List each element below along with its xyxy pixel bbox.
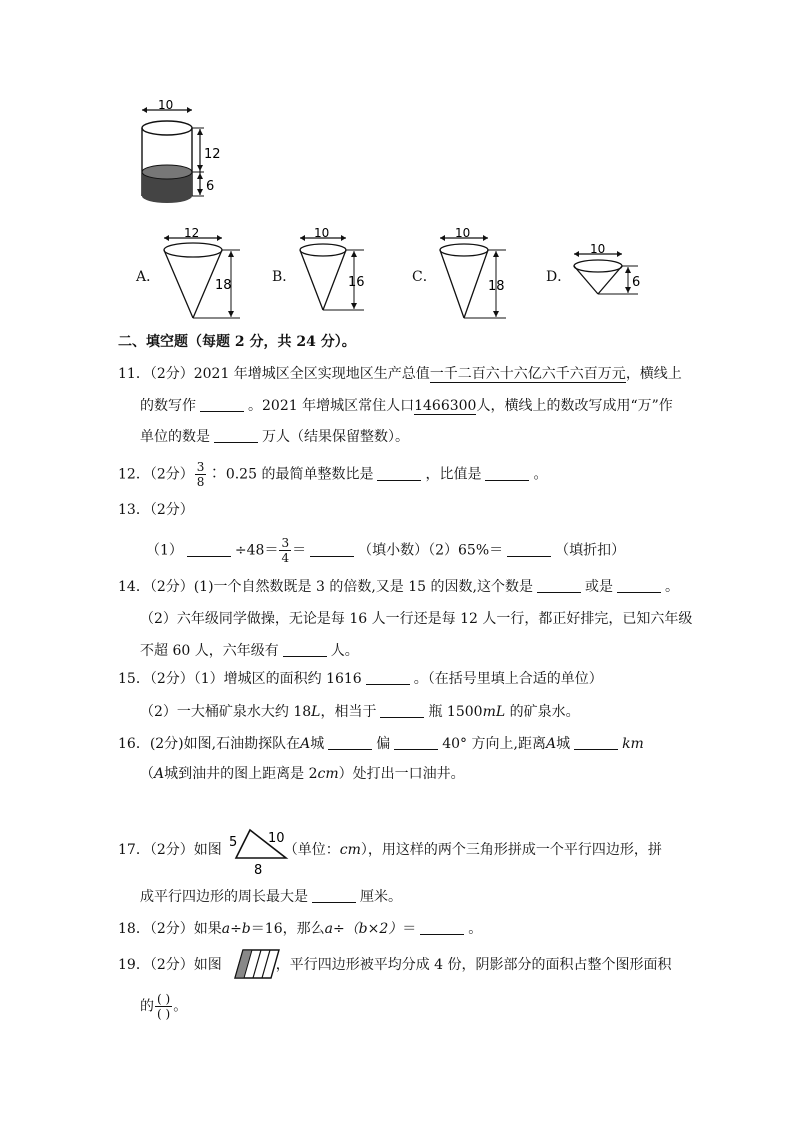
q16-line1: 16．(2分)如图,石油勘探队在A城 偏 40° 方向上,距离A城 km [118, 736, 644, 752]
option-b-height: 16 [348, 275, 365, 290]
q17-line2: 成平行四边形的周长最大是 厘米。 [140, 889, 402, 905]
q19-fraction[interactable]: $\frac{( )}{( )}$ [157, 992, 171, 1021]
q13-fraction: $\frac{3}{4}$ [281, 536, 290, 565]
option-a-top: 12 [184, 226, 200, 240]
q15-blank-2[interactable] [380, 703, 424, 718]
cylinder-h1-label: 12 [204, 147, 221, 162]
q15-blank-1[interactable] [366, 670, 410, 685]
triangle-side-b: 10 [268, 831, 285, 846]
q11-line3: 单位的数是 万人（结果保留整数）。 [140, 429, 409, 445]
cylinder-top-label: 10 [158, 98, 174, 112]
cylinder-h2-label: 6 [206, 179, 215, 194]
q14-blank-2[interactable] [617, 578, 661, 593]
q14-blank-1[interactable] [537, 578, 581, 593]
option-a-label: A． [136, 269, 161, 285]
q12-blank-ratio[interactable] [377, 466, 421, 481]
q13-line: （1） ÷48＝ $\frac{3}{4}$ ＝ （填小数）（2）65%＝ （填折扣） [146, 536, 626, 565]
q11-underlined-value: 一千二百六十六亿六千六百万元 [429, 366, 626, 382]
cone-option-d [568, 244, 652, 304]
cylinder-figure [130, 98, 230, 216]
parallelogram-figure [229, 946, 285, 982]
q13-blank-1[interactable] [187, 542, 231, 557]
q16-blank-2[interactable] [394, 735, 438, 750]
option-c-label: C． [412, 269, 437, 285]
q14-line2: （2）六年级同学做操，无论是每 16 人一行还是每 12 人一行，都正好排完，已知六年级 [140, 611, 693, 627]
q16-line2: （A城到油井的图上距离是 2cm）处打出一口油井。 [140, 766, 465, 782]
triangle-figure [228, 824, 294, 876]
q16-blank-1[interactable] [328, 735, 372, 750]
q14-line1: 14．（2分）(1)一个自然数既是 3 的倍数,又是 15 的因数,这个数是 或是 。 [118, 579, 679, 595]
q12-line: 12．（2分） $\frac{3}{8}$ ∶ 0.25 的最简单整数比是 ，比值是 。 [118, 460, 548, 489]
option-d-top: 10 [590, 244, 606, 256]
q11-population: 1466300 [414, 398, 477, 414]
option-d-height: 6 [632, 275, 641, 290]
q14-blank-3[interactable] [283, 642, 327, 657]
q12-blank-value[interactable] [485, 466, 529, 481]
q13-blank-2[interactable] [310, 542, 354, 557]
q11-blank-1[interactable] [200, 397, 244, 412]
cone-option-c [434, 226, 514, 324]
option-c-height: 18 [488, 279, 505, 294]
q15-line2: （2）一大桶矿泉水大约 18L，相当于 瓶 1500mL 的矿泉水。 [140, 704, 580, 720]
q18-blank[interactable] [420, 920, 464, 935]
q11-line2: 的数写作 。2021 年增城区常住人口1466300人，横线上的数改写成用“万”作 [140, 398, 673, 414]
q18-line: 18．（2分）如果a÷b＝16，那么a÷（b×2）＝ 。 [118, 921, 483, 937]
option-d-label: D． [546, 269, 572, 285]
q17-line1: 17．（2分）如图 （单位：cm），用这样的两个三角形拼成一个平行四边形，拼 [118, 842, 662, 858]
triangle-side-a: 5 [229, 835, 238, 850]
q19-line1: 19．（2分）如图 ，平行四边形被平均分成 4 份，阴影部分的面积占整个图形面积 [118, 957, 672, 973]
q13-blank-3[interactable] [507, 542, 551, 557]
cone-option-a [158, 226, 248, 324]
q11-blank-2[interactable] [214, 428, 258, 443]
q12-fraction: $\frac{3}{8}$ [196, 460, 205, 489]
q19-line2: 的 $\frac{( )}{( )}$ 。 [140, 992, 188, 1021]
q17-blank[interactable] [312, 888, 356, 903]
cone-option-b [294, 226, 374, 324]
section-heading: 二、填空题（每题 2 分，共 24 分）。 [118, 334, 356, 350]
option-a-height: 18 [215, 278, 232, 293]
option-b-label: B． [272, 269, 297, 285]
option-b-top: 10 [314, 226, 330, 240]
q16-blank-3[interactable] [574, 735, 618, 750]
q11-line1: 11．（2分）2021 年增城区全区实现地区生产总值一千二百六十六亿六千六百万元，横线上 [118, 366, 682, 382]
q13-head: 13．（2分） [118, 502, 194, 518]
q15-line1: 15．（2分）（1）增城区的面积约 1616 。（在括号里填上合适的单位） [118, 671, 603, 687]
triangle-side-c: 8 [254, 863, 263, 876]
option-c-top: 10 [455, 226, 471, 240]
q14-line3: 不超 60 人，六年级有 人。 [140, 643, 359, 659]
